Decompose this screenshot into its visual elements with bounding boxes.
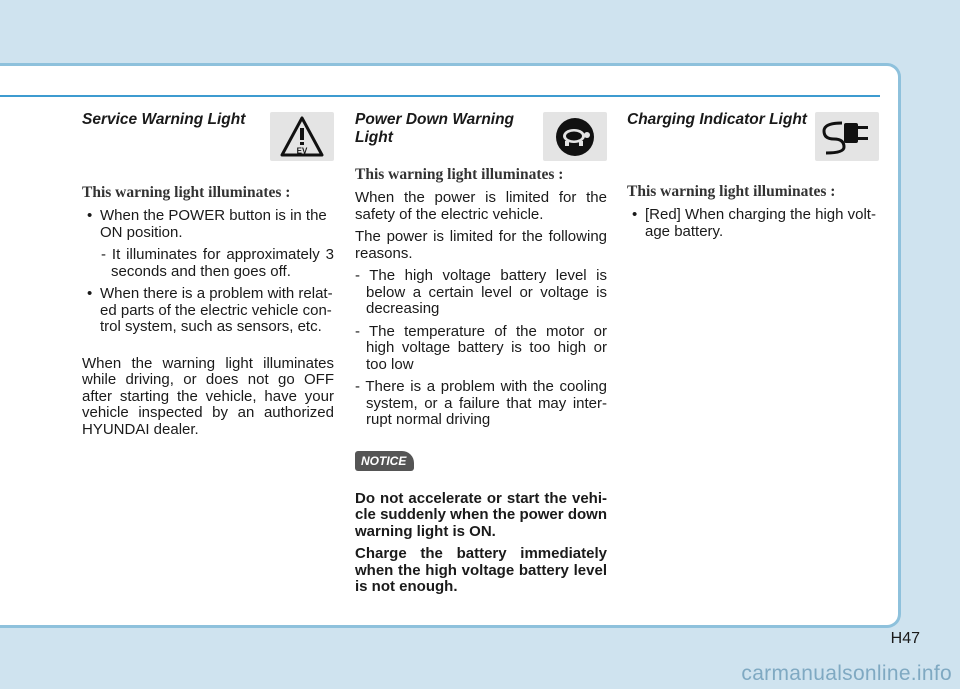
subheading: This warning light illuminates : [82, 184, 291, 201]
list-subitem: - The temperature of the motor or high voltage battery is too high or too low [355, 322, 607, 373]
list-subitem: - It illuminates for approximately 3 seconds and then goes off. [101, 246, 334, 280]
body-paragraph: The power is limited for the following reasons. [355, 228, 607, 262]
list-subitem: - There is a problem with the cooling system, or a failure that may inter-rupt normal driving [355, 378, 607, 428]
turtle-icon [543, 112, 607, 161]
notice-text: Do not accelerate or start the vehi-cle suddenly when the power down warning light is ON. [355, 489, 607, 540]
subheading: This warning light illuminates : [355, 166, 564, 183]
svg-text:EV: EV [296, 146, 308, 155]
subheading: This warning light illuminates : [627, 183, 836, 200]
list-item: • When the POWER button is in the ON position. [82, 208, 334, 241]
header-rule [0, 95, 880, 97]
body-paragraph: When the power is limited for the safety of the electric vehicle. [355, 189, 607, 223]
ev-warning-icon [270, 112, 334, 161]
charging-indicator-section [627, 110, 879, 246]
section-title: Service Warning Light [82, 111, 246, 128]
watermark: carmanualsonline.info [741, 662, 952, 685]
section-title: Power Down Warning Light [355, 111, 515, 146]
body-paragraph: When the warning light illuminates while driving, or does not go OFF after starting the vehicle, have your vehicle inspected by an authorized HYUNDAI dealer. [82, 354, 334, 438]
list-item: • When there is a problem with relat-ed parts of the electric vehicle con-trol system, such as sensors, etc. [82, 286, 334, 336]
charging-plug-icon [815, 112, 879, 161]
list-item: • [Red] When charging the high volt-age battery. [627, 207, 879, 240]
section-title: Charging Indicator Light [627, 111, 807, 128]
power-down-section [355, 110, 607, 602]
service-warning-section [82, 110, 334, 444]
list-subitem: - The high voltage battery level is below a certain level or voltage is decreasing [355, 267, 607, 317]
notice-text: Charge the battery immediately when the high voltage battery level is not enough. [355, 545, 607, 595]
page-number: H47 [890, 630, 920, 647]
notice-badge: NOTICE [355, 451, 414, 471]
